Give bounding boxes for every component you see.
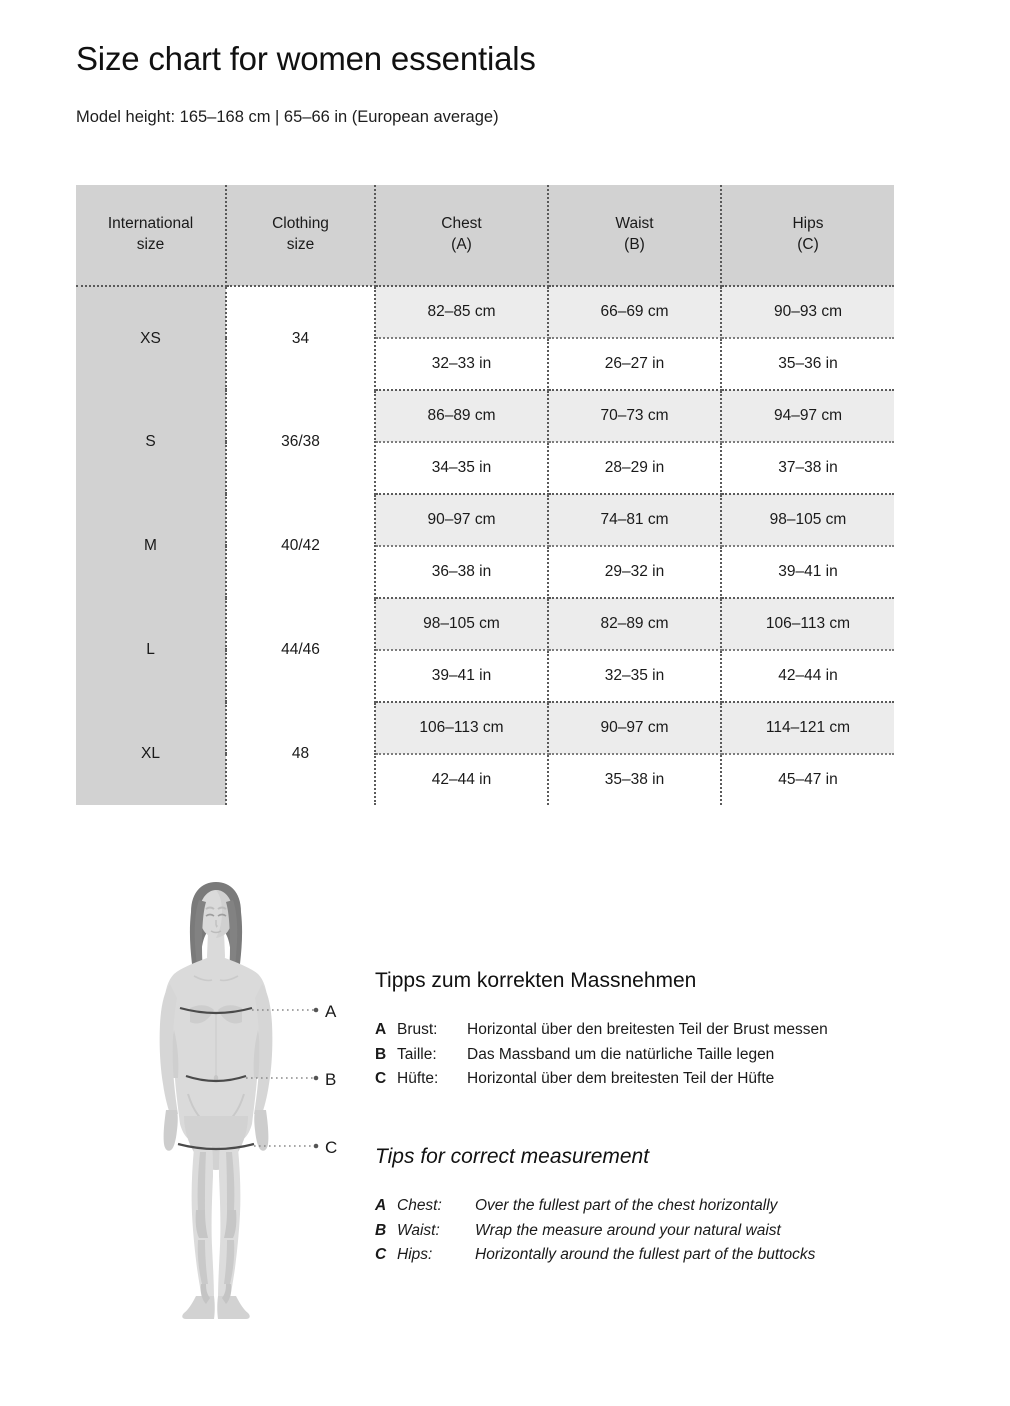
callout-label-c: C <box>325 1138 338 1157</box>
cell-clothing-size: 36/38 <box>226 390 375 494</box>
cell-hips-in: 35–36 in <box>721 338 894 390</box>
tip-text: Horizontally around the fullest part of the buttocks <box>475 1246 816 1263</box>
tip-key: A <box>375 1021 387 1038</box>
cell-clothing-size: 48 <box>226 702 375 805</box>
cell-chest-in: 42–44 in <box>375 754 548 805</box>
tip-text: Horizontal über den breitesten Teil der Brust messen <box>467 1021 828 1038</box>
table-row <box>76 598 894 650</box>
cell-chest-in: 32–33 in <box>375 338 548 390</box>
tips-en-list <box>375 1194 815 1268</box>
cell-hips-in: 42–44 in <box>721 650 894 702</box>
hand-left <box>164 1110 178 1151</box>
cell-hips-cm: 106–113 cm <box>721 598 894 650</box>
cell-international-size: L <box>76 598 226 702</box>
tip-key: A <box>375 1197 387 1214</box>
tip-label: Chest: <box>397 1197 442 1214</box>
cell-waist-cm: 90–97 cm <box>548 702 721 754</box>
column-header-clothing-size <box>226 185 375 286</box>
header-line-2: size <box>136 236 165 253</box>
tip-label: Hüfte: <box>397 1070 439 1087</box>
cell-international-size: S <box>76 390 226 494</box>
tips-de-list <box>375 1018 828 1092</box>
foot-right <box>217 1296 249 1319</box>
cell-international-size: M <box>76 494 226 598</box>
cell-chest-cm: 98–105 cm <box>375 598 548 650</box>
female-body-figure-illustration <box>150 880 380 1320</box>
table-row <box>76 494 894 546</box>
tip-text: Over the fullest part of the chest horizontally <box>475 1197 778 1214</box>
column-header-international-size <box>76 185 226 286</box>
cell-waist-in: 29–32 in <box>548 546 721 598</box>
tip-text: Wrap the measure around your natural waist <box>475 1221 781 1239</box>
hand-right <box>254 1110 268 1151</box>
cell-waist-cm: 74–81 cm <box>548 494 721 546</box>
cell-hips-cm: 90–93 cm <box>721 286 894 338</box>
foot-left <box>182 1296 214 1319</box>
tip-label: Hips: <box>397 1246 433 1263</box>
tip-item <box>375 1219 815 1244</box>
tip-text: Das Massband um die natürliche Taille legen <box>467 1045 775 1063</box>
table-row <box>76 390 894 442</box>
cell-clothing-size: 44/46 <box>226 598 375 702</box>
header-line-2: size <box>286 236 315 253</box>
cell-hips-in: 45–47 in <box>721 754 894 805</box>
hips-leader-dot <box>314 1144 319 1149</box>
page-title: Size chart for women essentials <box>76 40 536 77</box>
cell-international-size: XS <box>76 286 226 390</box>
cell-waist-in: 32–35 in <box>548 650 721 702</box>
table-row <box>76 702 894 754</box>
callout-label-a: A <box>325 1002 337 1021</box>
cell-waist-cm: 66–69 cm <box>548 286 721 338</box>
waist-leader-dot <box>314 1076 319 1081</box>
page-subtitle: Model height: 165–168 cm | 65–66 in (European average) <box>76 108 499 126</box>
tip-key: B <box>375 1045 387 1063</box>
tips-de-title: Tipps zum korrekten Massnehmen <box>375 969 697 992</box>
tips-en-title: Tips for correct measurement <box>375 1145 650 1168</box>
tip-label: Taille: <box>397 1045 437 1063</box>
tip-item <box>375 1067 828 1092</box>
cell-chest-cm: 86–89 cm <box>375 390 548 442</box>
tip-item <box>375 1194 815 1219</box>
header-line-2: (C) <box>797 236 819 253</box>
cell-chest-cm: 90–97 cm <box>375 494 548 546</box>
tip-item <box>375 1043 828 1068</box>
header-line-1: Hips <box>792 215 824 233</box>
callout-label-b: B <box>325 1070 337 1089</box>
cell-hips-cm: 114–121 cm <box>721 702 894 754</box>
cell-chest-cm: 82–85 cm <box>375 286 548 338</box>
cell-hips-in: 39–41 in <box>721 546 894 598</box>
header-line-2: (B) <box>624 236 645 253</box>
tip-label: Waist: <box>397 1221 440 1239</box>
cell-chest-in: 36–38 in <box>375 546 548 598</box>
header-line-1: Chest <box>441 215 482 233</box>
cell-chest-in: 34–35 in <box>375 442 548 494</box>
cell-waist-in: 26–27 in <box>548 338 721 390</box>
header-line-1: Clothing <box>272 215 329 233</box>
tip-label: Brust: <box>397 1021 438 1038</box>
column-header-waist <box>548 185 721 286</box>
tip-item <box>375 1243 815 1268</box>
column-header-chest <box>375 185 548 286</box>
cell-chest-in: 39–41 in <box>375 650 548 702</box>
cell-waist-cm: 82–89 cm <box>548 598 721 650</box>
header-line-1: Waist <box>615 215 654 233</box>
tip-text: Horizontal über dem breitesten Teil der Hüfte <box>467 1070 775 1087</box>
tip-key: C <box>375 1070 387 1087</box>
cell-waist-cm: 70–73 cm <box>548 390 721 442</box>
size-chart-table <box>76 185 894 805</box>
cell-international-size: XL <box>76 702 226 805</box>
cell-hips-cm: 94–97 cm <box>721 390 894 442</box>
cell-clothing-size: 40/42 <box>226 494 375 598</box>
cell-waist-in: 28–29 in <box>548 442 721 494</box>
cell-chest-cm: 106–113 cm <box>375 702 548 754</box>
table-header-row <box>76 185 894 286</box>
cell-hips-cm: 98–105 cm <box>721 494 894 546</box>
cell-waist-in: 35–38 in <box>548 754 721 805</box>
tip-key: C <box>375 1246 387 1263</box>
table-row <box>76 286 894 338</box>
tip-item <box>375 1018 828 1043</box>
header-line-1: International <box>107 215 194 233</box>
chest-leader-dot <box>314 1008 319 1013</box>
tip-key: B <box>375 1221 387 1239</box>
column-header-hips <box>721 185 894 286</box>
cell-hips-in: 37–38 in <box>721 442 894 494</box>
cell-clothing-size: 34 <box>226 286 375 390</box>
header-line-2: (A) <box>451 236 472 253</box>
